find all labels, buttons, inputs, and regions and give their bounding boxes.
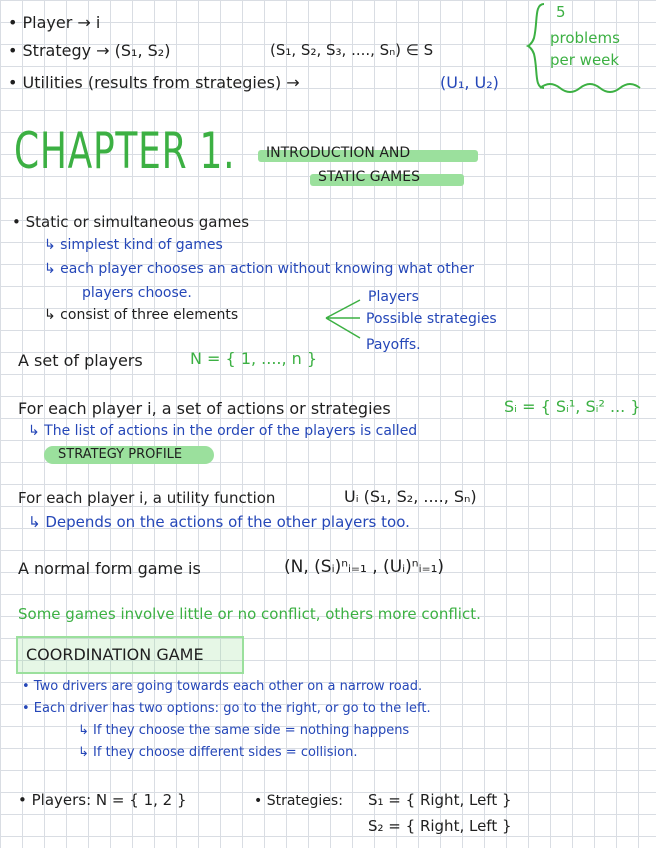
bottom-s1: S₁ = { Right, Left } [368,791,512,809]
chapter-title: CHAPTER 1. [14,122,236,180]
static-bullet-1: ↳ simplest kind of games [44,237,223,253]
note-line3: per week [550,51,620,69]
players-formula: N = { 1, ...., n } [190,349,318,368]
strategy-profile: STRATEGY PROFILE [58,447,183,462]
static-bullet-2b: players choose. [82,285,192,301]
actions-text: For each player i, a set of actions or strategies [18,399,391,418]
coordination-sub-1: ↳ If they choose the same side = nothing happens [78,723,410,738]
coordination-bullet-2: • Each driver has two options: go to the right, or go to the left. [22,701,431,716]
utility-note: ↳ Depends on the actions of the other players too. [28,513,410,531]
static-bullet-3: ↳ consist of three elements [44,307,239,323]
curly-brace-icon [528,2,548,92]
branch-arrows-icon [326,296,366,346]
player-line: • Player → i [8,13,101,32]
element-players: Players [368,289,419,305]
bottom-strategies-label: • Strategies: [254,793,343,809]
chapter-subtitle-1: INTRODUCTION AND [266,145,411,161]
actions-note: ↳ The list of actions in the order of the players is called [28,423,418,439]
element-payoffs: Payoffs. [366,337,421,353]
static-heading: • Static or simultaneous games [12,213,250,231]
actions-formula: Sᵢ = { Sᵢ¹, Sᵢ² ... } [504,397,641,416]
static-bullet-2: ↳ each player chooses an action without knowing what other [44,261,474,277]
coordination-sub-2: ↳ If they choose different sides = collision. [78,745,358,760]
conflict-text: Some games involve little or no conflict, others more conflict. [18,605,481,623]
players-label: A set of players [18,351,143,370]
normal-form-formula: (N, (Sᵢ)ⁿᵢ₌₁ , (Uᵢ)ⁿᵢ₌₁) [284,557,445,577]
note-number: 5 [556,3,566,21]
utility-formula: Uᵢ (S₁, S₂, ...., Sₙ) [344,487,477,506]
strategy-line: • Strategy → (S₁, S₂) [8,41,171,60]
utilities-pair: (U₁, U₂) [440,73,499,92]
utilities-line: • Utilities (results from strategies) → [8,73,300,92]
element-strategies: Possible strategies [366,311,497,327]
coordination-title: COORDINATION GAME [26,645,204,664]
note-line2: problems [550,29,620,47]
coordination-bullet-1: • Two drivers are going towards each other on a narrow road. [22,679,423,694]
bottom-players: • Players: N = { 1, 2 } [18,791,187,809]
wavy-underline-icon [540,80,650,96]
strategy-set: (S₁, S₂, S₃, ...., Sₙ) ∈ S [270,41,434,59]
bottom-s2: S₂ = { Right, Left } [368,817,512,835]
chapter-subtitle-2: STATIC GAMES [318,169,420,185]
normal-form-text: A normal form game is [18,559,201,578]
utility-text: For each player i, a utility function [18,489,276,507]
